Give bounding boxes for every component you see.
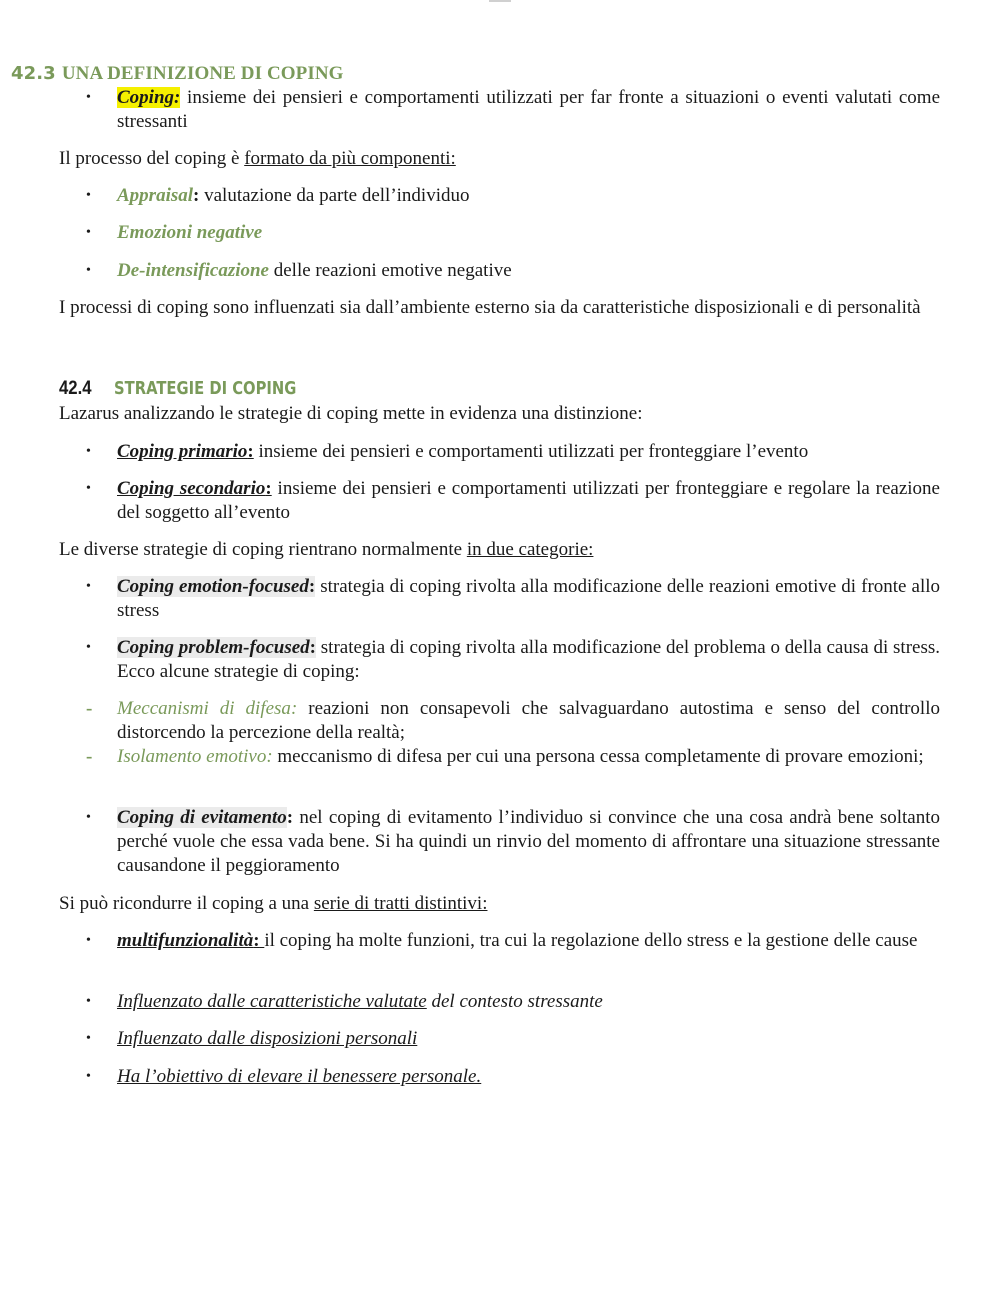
paragraph-text: Si può ricondurre il coping a una xyxy=(59,893,314,914)
underlined-italic-text: Ha l’obiettivo di elevare il benessere personale xyxy=(117,1066,477,1087)
paragraph-categories xyxy=(59,538,940,562)
paragraph-traits xyxy=(59,892,940,916)
item-text: insieme dei pensieri e comportamenti utilizzati per fronteggiare e regolare la reazione del soggetto all’evento xyxy=(117,478,940,523)
term-colon: : xyxy=(308,576,316,597)
term-colon: : xyxy=(253,930,260,951)
item-text: meccanismo di difesa per cui una persona cessa completamente di provare emozioni; xyxy=(272,746,924,767)
list-item-appraisal xyxy=(117,184,940,208)
term-colon: : xyxy=(266,746,273,767)
list-item-influenzato-caratteristiche xyxy=(117,990,940,1014)
list-item-obiettivo-benessere xyxy=(117,1065,940,1089)
paragraph-lazarus xyxy=(59,402,940,426)
section-heading-42-4 xyxy=(59,377,336,401)
definition-text: insieme dei pensieri e comportamenti utilizzati per far fronte a situazioni o eventi valutati come stressanti xyxy=(117,87,940,132)
term-colon: : xyxy=(309,637,316,658)
section-number: 42.4 xyxy=(59,378,92,399)
list-item-coping-secondario xyxy=(117,477,940,525)
paragraph-text: Il processo del coping è xyxy=(59,148,245,169)
section-heading-42-3 xyxy=(11,62,344,86)
term-meccanismi-difesa: Meccanismi di difesa xyxy=(117,698,291,719)
term-colon: : xyxy=(290,698,298,719)
section-title: STRATEGIE DI COPING xyxy=(114,378,297,399)
term-appraisal: Appraisal xyxy=(117,185,194,206)
list-item-problem-focused xyxy=(117,636,940,684)
list-item-coping-definition xyxy=(117,86,940,134)
paragraph-text: I processi di coping sono influenzati sia dall’ambiente esterno sia da caratteristiche disposizionali e di personalità xyxy=(59,297,921,318)
list-item-de-intensificazione xyxy=(117,259,940,283)
paragraph-influences xyxy=(59,296,940,320)
paragraph-components xyxy=(59,147,940,171)
underlined-text: serie di tratti distintivi: xyxy=(313,893,488,914)
final-dot: . xyxy=(476,1066,482,1087)
dash-item-meccanismi-difesa xyxy=(86,697,940,745)
list-item-multifunzionalita xyxy=(117,929,940,953)
list-item-coping-evitamento xyxy=(117,806,940,878)
dash-marker: - xyxy=(86,698,93,719)
item-text: strategia di coping rivolta alla modificazione del problema o della causa di stress. Ecco alcune strategie di coping: xyxy=(117,637,941,682)
term-coping-evitamento: Coping di evitamento xyxy=(117,807,287,828)
italic-text: del contesto stressante xyxy=(426,991,603,1012)
term-emotion-focused: Coping emotion-focused xyxy=(117,576,309,597)
paragraph-text: Le diverse strategie di coping rientrano normalmente xyxy=(59,539,467,560)
paragraph-text: Lazarus analizzando le strategie di coping mette in evidenza una distinzione: xyxy=(59,403,643,424)
item-text: nel coping di evitamento l’individuo si convince che una cosa andrà bene soltanto perché vuole che essa vada bene. Si ha quindi un rinvio del momento di affrontare una situazione stressante causandone il peggioramento xyxy=(117,807,941,876)
section-title: UNA DEFINIZIONE DI COPING xyxy=(61,63,344,84)
page-header-mark xyxy=(489,0,511,2)
term-problem-focused: Coping problem-focused xyxy=(117,637,310,658)
list-item-influenzato-disposizioni xyxy=(117,1027,940,1051)
term-coping-primario: Coping primario xyxy=(117,441,248,462)
dash-marker: - xyxy=(86,746,93,767)
term-colon: : xyxy=(193,185,200,206)
item-text: strategia di coping rivolta alla modificazione delle reazioni emotive di fronte allo stress xyxy=(117,576,940,621)
term-colon: : xyxy=(265,478,272,499)
item-text: il coping ha molte funzioni, tra cui la regolazione dello stress e la gestione delle cause xyxy=(264,930,918,951)
term-emozioni-negative: Emozioni negative xyxy=(117,222,263,243)
list-item-coping-primario xyxy=(117,440,940,464)
list-item-emotion-focused xyxy=(117,575,940,623)
underlined-italic-text: Influenzato dalle caratteristiche valutate xyxy=(117,991,427,1012)
term-colon: : xyxy=(286,807,294,828)
term-multifunzionalita: multifunzionalità xyxy=(117,930,254,951)
list-item-emozioni-negative xyxy=(117,221,940,245)
item-text: valutazione da parte dell’individuo xyxy=(199,185,470,206)
term-coping: Coping: xyxy=(117,87,181,108)
underlined-text: formato da più componenti: xyxy=(244,148,456,169)
underlined-italic-text: Influenzato dalle disposizioni personali xyxy=(117,1028,418,1049)
term-isolamento-emotivo: Isolamento emotivo xyxy=(117,746,267,767)
underlined-text: in due categorie: xyxy=(466,539,594,560)
dash-item-isolamento-emotivo xyxy=(86,745,940,769)
item-text: delle reazioni emotive negative xyxy=(269,260,512,281)
item-text: insieme dei pensieri e comportamenti utilizzati per fronteggiare l’evento xyxy=(253,441,809,462)
section-number: 42.3 xyxy=(11,63,56,84)
term-coping-secondario: Coping secondario xyxy=(117,478,266,499)
item-text: reazioni non consapevoli che salvaguardano autostima e senso del controllo distorcendo la percezione della realtà; xyxy=(117,698,940,743)
term-colon: : xyxy=(247,441,254,462)
term-de-intensificazione: De-intensificazione xyxy=(117,260,269,281)
